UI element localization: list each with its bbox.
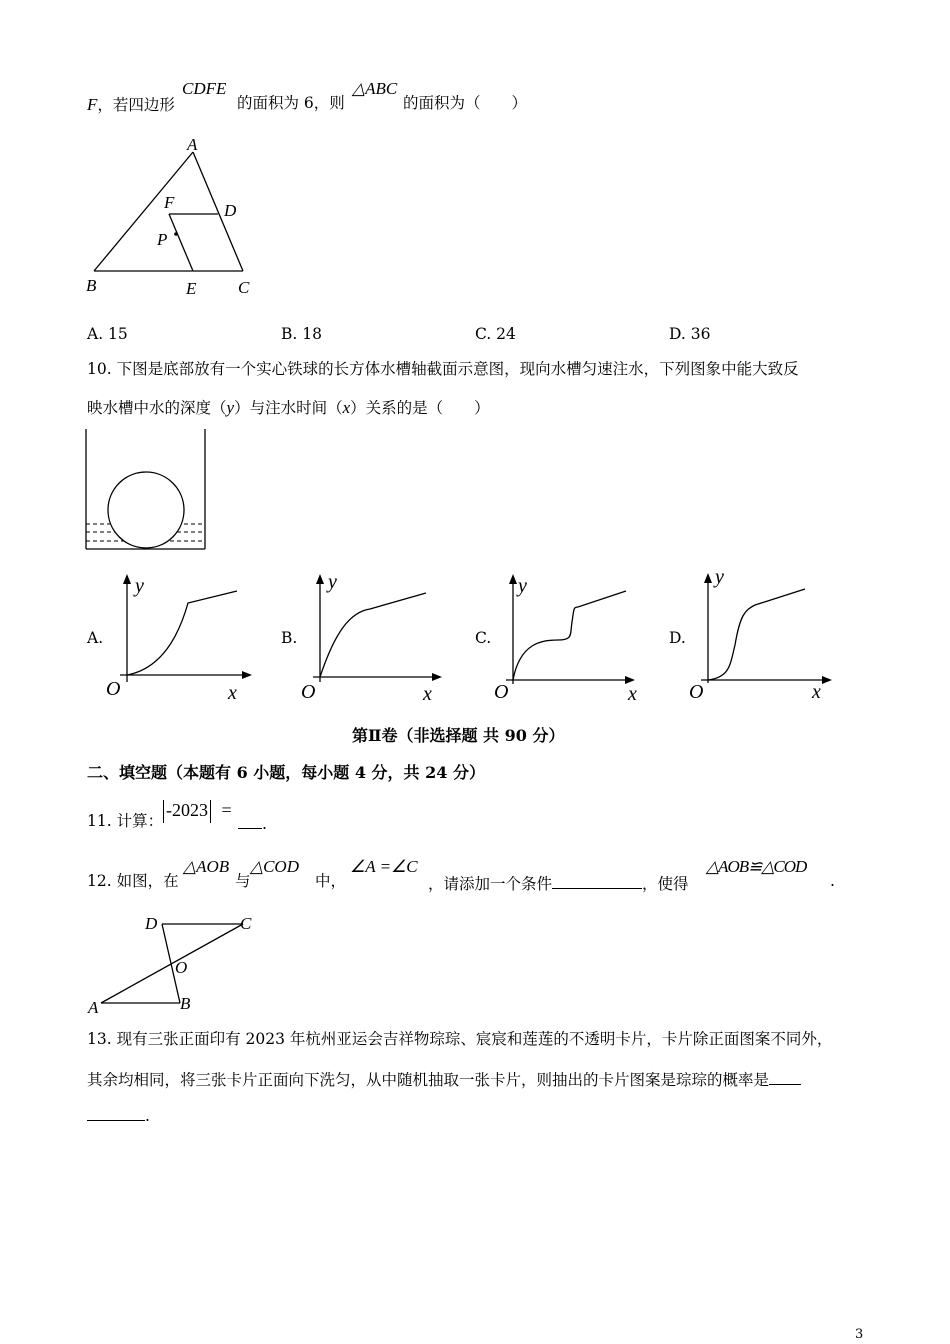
q12-label-b: B <box>180 994 191 1013</box>
q12-angle-condition: ∠A =∠C <box>350 857 418 876</box>
q10-option-c-letter[interactable]: C. <box>475 629 492 647</box>
q10-graph-c[interactable] <box>488 572 648 707</box>
q12-tri-aob: △AOB <box>183 857 230 876</box>
q12-figure <box>85 910 265 1020</box>
q12-and: 与 <box>235 872 251 890</box>
q9-label-f: F <box>164 193 175 212</box>
q10-b-origin: O <box>301 681 316 703</box>
q9-label-d: D <box>224 201 237 220</box>
q9-label-p: P <box>157 230 168 249</box>
q9-option-c[interactable]: C. 24 <box>475 325 516 343</box>
q10-d-axis-x: x <box>812 681 821 703</box>
section2-heading: 二、填空题（本题有 6 小题，每小题 4 分，共 24 分） <box>87 763 485 782</box>
q12-answer-blank[interactable] <box>552 874 642 889</box>
q10-c-axis-y: y <box>518 575 527 597</box>
q9-label-b: B <box>86 276 97 295</box>
q12-label-d: D <box>145 914 158 933</box>
q10-a-origin: O <box>106 678 121 700</box>
q9-triangle-figure <box>80 130 270 305</box>
q9-text-question: 的面积为（ ） <box>403 94 528 112</box>
q10-line2: 映水槽中水的深度（y）与注水时间（x）关系的是（ ） <box>87 398 490 417</box>
q10-graph-b[interactable] <box>295 572 445 707</box>
q12-text1: ，请添加一个条件 ，使得 <box>428 875 689 893</box>
q10-graph-a[interactable] <box>100 572 250 707</box>
q9-option-a[interactable]: A. 15 <box>87 325 128 343</box>
q10-b-axis-y: y <box>328 571 337 593</box>
page-number: 3 <box>855 1327 864 1342</box>
q12-prefix: 12. 如图，在 <box>87 872 179 890</box>
q13-line3: . <box>87 1106 150 1125</box>
q9-triangle-name: △ABC <box>352 79 398 98</box>
q9-label-a: A <box>187 135 198 154</box>
q13-answer-blank-2[interactable] <box>87 1106 145 1121</box>
q10-c-origin: O <box>494 681 509 703</box>
q13-answer-blank-1[interactable] <box>769 1070 801 1085</box>
q10-a-axis-x: x <box>228 682 237 704</box>
q11-abs-expression: -2023 = <box>163 800 232 823</box>
q12-tri-cod: △COD <box>250 857 299 876</box>
q9-var-f: F <box>87 95 98 114</box>
q10-c-axis-x: x <box>628 683 637 705</box>
q10-b-axis-x: x <box>423 683 432 705</box>
q10-d-axis-y: y <box>715 566 724 588</box>
q10-graph-d[interactable] <box>685 565 845 705</box>
q13-line1: 13. 现有三张正面印有 2023 年杭州亚运会吉祥物琮琮、宸宸和莲莲的不透明卡片，卡片除正面图案不同外， <box>87 1030 833 1048</box>
q12-label-a: A <box>88 998 99 1017</box>
q12-label-c: C <box>240 914 252 933</box>
q10-a-axis-y: y <box>135 575 144 597</box>
section2-title: 第Ⅱ卷（非选择题 共 90 分） <box>352 726 565 745</box>
q11-answer-blank[interactable]: . <box>238 814 267 833</box>
q13-line2: 其余均相同，将三张卡片正面向下洗匀，从中随机抽取一张卡片，则抽出的卡片图案是琮琮的概率是 <box>87 1070 801 1089</box>
q10-option-b-letter[interactable]: B. <box>281 629 298 647</box>
q9-label-c: C <box>238 278 250 297</box>
q9-label-e: E <box>186 279 197 298</box>
q9-text-area: 的面积为 6，则 <box>237 94 345 112</box>
q9-quad-name: CDFE <box>182 79 227 98</box>
q11-prefix: 11. 计算： <box>87 812 164 830</box>
q12-suffix: . <box>830 872 835 890</box>
q9-option-b[interactable]: B. 18 <box>281 325 322 343</box>
q10-d-origin: O <box>689 681 704 703</box>
q12-mid: 中， <box>315 872 347 890</box>
q10-tank-figure <box>84 425 209 555</box>
q10-option-a-letter[interactable]: A. <box>87 629 104 647</box>
q12-label-o: O <box>175 958 188 977</box>
q9-option-d[interactable]: D. 36 <box>669 325 711 343</box>
q10-line1: 10. 下图是底部放有一个实心铁球的长方体水槽轴截面示意图，现向水槽匀速注水，下列图象中能大致反 <box>87 360 799 378</box>
q9-intro-line: F，若四边形 <box>87 95 175 114</box>
q12-congruence: △AOB≌△COD <box>706 857 807 876</box>
q10-option-d-letter[interactable]: D. <box>669 629 686 647</box>
